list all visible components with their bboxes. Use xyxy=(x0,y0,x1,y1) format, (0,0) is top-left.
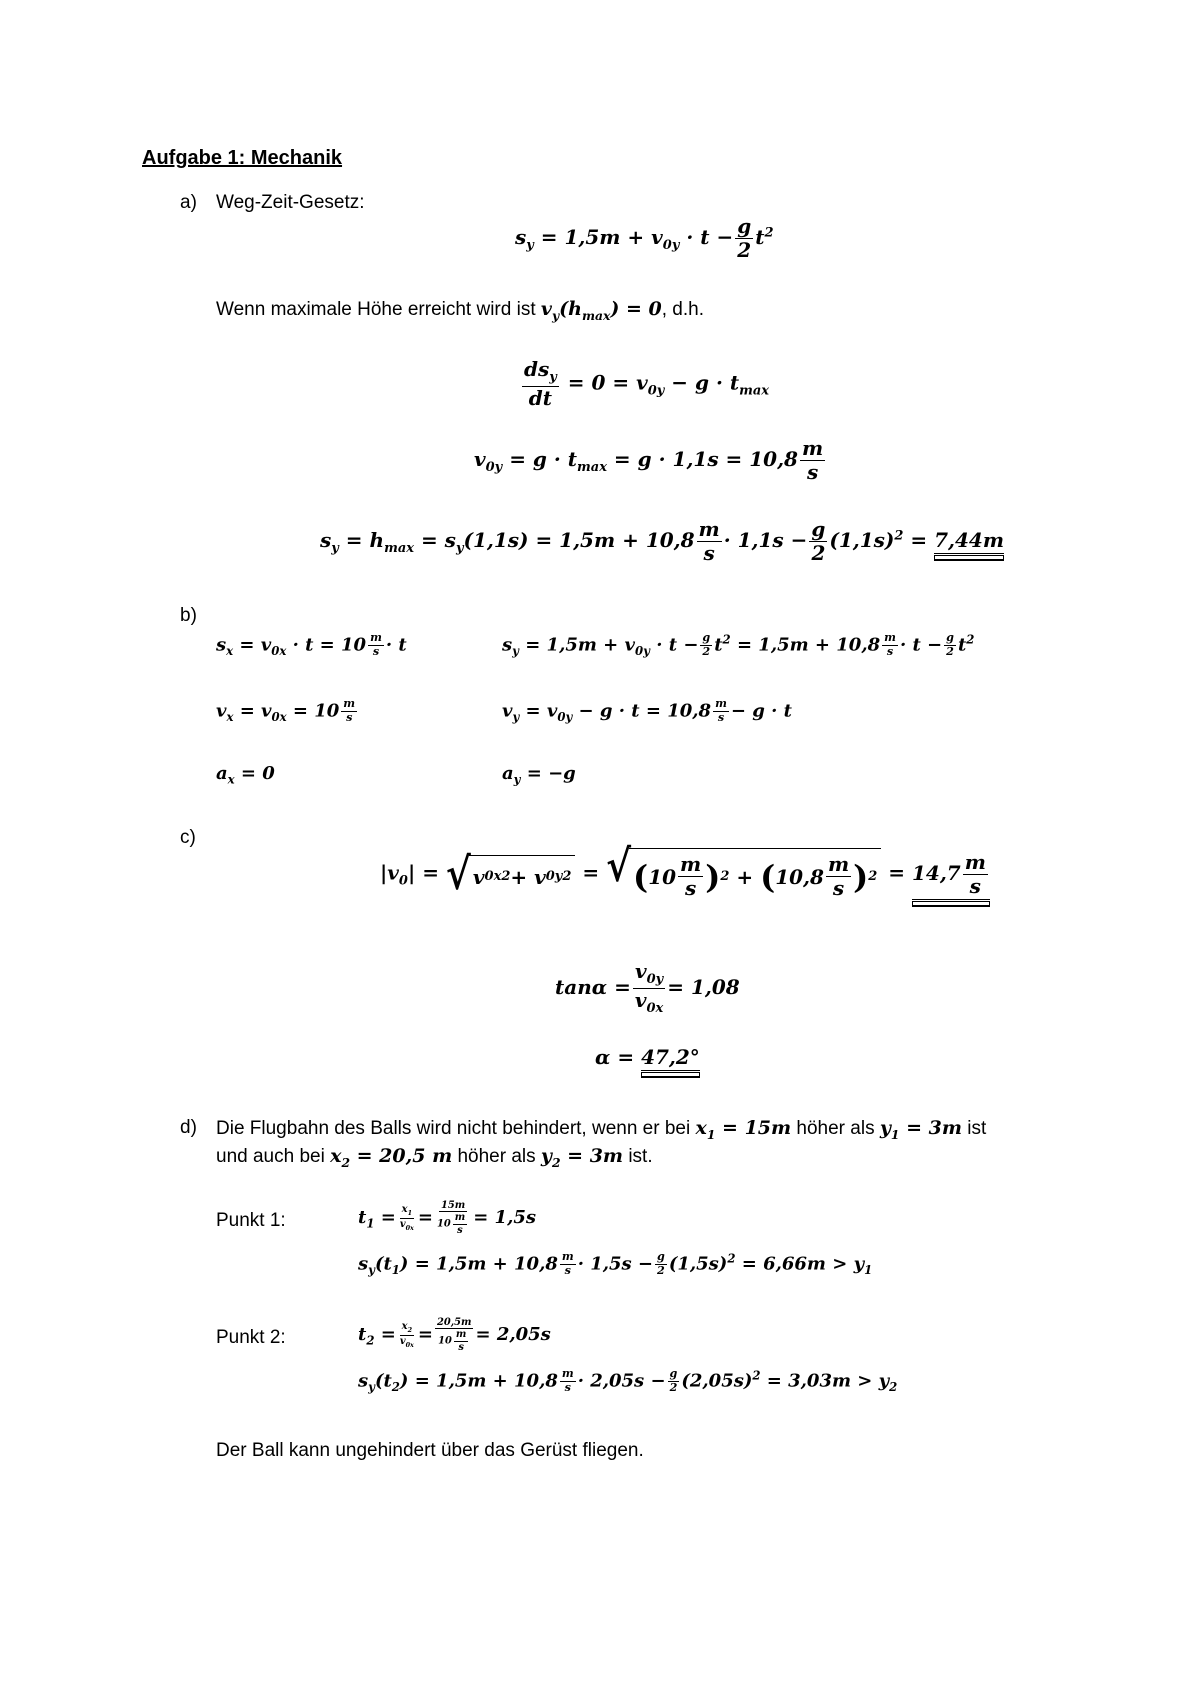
y2-value: $y_2 = 3m$ xyxy=(540,1145,624,1170)
equation-vx: $v_x = v_{0x} = 10$ $\frac{m}{s}$ xyxy=(216,697,356,724)
part-b-label: b) xyxy=(180,605,197,626)
equation-sy-t1: $s_y(t_1) = 1,5m + 10,8$ $\frac{m}{s}$ · 1,5s − $\frac{g}{2}$ $(1,5s)^2 = 6,66m > y_1$ xyxy=(358,1250,873,1277)
conclusion: Der Ball kann ungehindert über das Gerüst fliegen. xyxy=(216,1440,644,1461)
sentence-text: Wenn maximale Höhe erreicht wird ist xyxy=(216,299,536,320)
d-line2-text: und auch bei xyxy=(216,1146,325,1167)
part-d-label: d) xyxy=(180,1117,197,1138)
result-v0-value: 14,7 xyxy=(911,860,961,885)
equation-tan-alpha: tanα = $\frac{v_{0y}}{v_{0x}}$ = 1,08 xyxy=(555,959,740,1016)
equation-alpha: α = 47,2° xyxy=(595,1045,700,1073)
sentence-end: , d.h. xyxy=(661,299,704,320)
sqrt-2: √ ( 10 $\frac{m}{s}$ ) 2 + ( 10,8 $\frac{m}{s}$ ) 2 xyxy=(606,848,881,900)
result-tan: 1,08 xyxy=(691,974,740,999)
d-line2-end: ist. xyxy=(628,1146,653,1167)
task-heading: Aufgabe 1: Mechanik xyxy=(142,147,343,169)
equation-sy: $s_y = 1,5m + v_{0y} \cdot t$ − $\frac{g}{2}$ $t^2 = 1,5m + 10,8$ $\frac{m}{s}$ · t − $\frac{g}{2}$ $t^2$ xyxy=(502,631,975,658)
part-a-sentence xyxy=(216,298,704,323)
part-a-intro: Weg-Zeit-Gesetz: xyxy=(216,192,365,213)
result-hmax: 7,44m xyxy=(934,528,1004,556)
equation-derivative: $\frac{ds_y}{dt}$ = $0 = v_{0y} - g \cdot t_{max}$ xyxy=(524,357,770,410)
equation-t2: $t_2$ = $\frac{x_2}{v_{0x}}$ = 20,5m 10 $\frac{m}{s}$ = 2,05s xyxy=(358,1317,551,1353)
equation-hmax: $s_y = h_{max} = s_y(1,1s) = 1,5m + 10,8$ $\frac{m}{s}$ · 1,1s − $\frac{g}{2}$ $(1,1s)^2 = 7,44m$ xyxy=(320,517,1004,565)
x1-value: $x_1 = 15m$ xyxy=(695,1117,792,1142)
x2-value: $x_2 = 20,5$ m xyxy=(330,1145,453,1170)
d-line1-text: Die Flugbahn des Balls wird nicht behindert, wenn er bei xyxy=(216,1118,691,1139)
equation-ay: $a_y = -g$ xyxy=(502,763,576,787)
equation-sy-t2: $s_y(t_2) = 1,5m + 10,8$ $\frac{m}{s}$ · 2,05s − $\frac{g}{2}$ $(2,05s)^2 = 3,03m > y_2$ xyxy=(358,1367,898,1394)
equation-sy-law: $s_y = 1,5m + v_{0y} \cdot t$ − $\frac{g}{2}$ $t^2$ xyxy=(515,214,774,262)
d-line1-end: ist xyxy=(967,1118,987,1139)
punkt2-label: Punkt 2: xyxy=(216,1327,286,1348)
equation-ax: $a_x = 0$ xyxy=(216,763,275,787)
result-t2: 2,05s xyxy=(496,1324,551,1346)
result-alpha: 47,2° xyxy=(641,1045,700,1073)
part-d-line1 xyxy=(216,1117,986,1142)
equation-sx: $s_x = v_{0x} \cdot t = 10$ $\frac{m}{s}$ · t xyxy=(216,631,407,658)
result-v0: 14,7 $\frac{m}{s}$ xyxy=(912,851,990,902)
result-t1: 1,5s xyxy=(494,1207,536,1229)
part-a-label: a) xyxy=(180,192,197,213)
equation-vy: $v_y = v_{0y} - g \cdot t = 10,8$ $\frac{m}{s}$ − g · t xyxy=(502,697,792,724)
equation-v0-magnitude: $|v_0|$ = √ v 0x 2 + v 0y 2 = √ ( 10 $\frac{m}{s}$ ) 2 + ( 10,8 $\frac{m}{s}$ ) 2 = 14,7 $\frac{m}{s}$ xyxy=(380,848,990,902)
result-sy1: 6,66m xyxy=(763,1253,826,1275)
d-line1-mid: höher als xyxy=(796,1118,875,1139)
part-d-line2 xyxy=(216,1145,653,1170)
sqrt-1: √ v 0x 2 + v 0y 2 xyxy=(446,855,575,893)
equation-t1: $t_1$ = $\frac{x_1}{v_{0x}}$ = 15m 10 $\frac{m}{s}$ = 1,5s xyxy=(358,1200,536,1236)
result-sy2: 3,03m xyxy=(788,1370,852,1392)
d-line2-mid: höher als xyxy=(457,1146,536,1167)
part-c-label: c) xyxy=(180,827,196,848)
equation-v0y: $v_{0y} = g \cdot t_{max} = g \cdot 1,1s = 10,8$ $\frac{m}{s}$ xyxy=(474,436,824,484)
y1-value: $y_1 = 3m$ xyxy=(879,1117,962,1142)
vy-hmax-zero: $v_y(h_{max}) = 0$ xyxy=(540,298,662,323)
punkt1-label: Punkt 1: xyxy=(216,1210,286,1231)
